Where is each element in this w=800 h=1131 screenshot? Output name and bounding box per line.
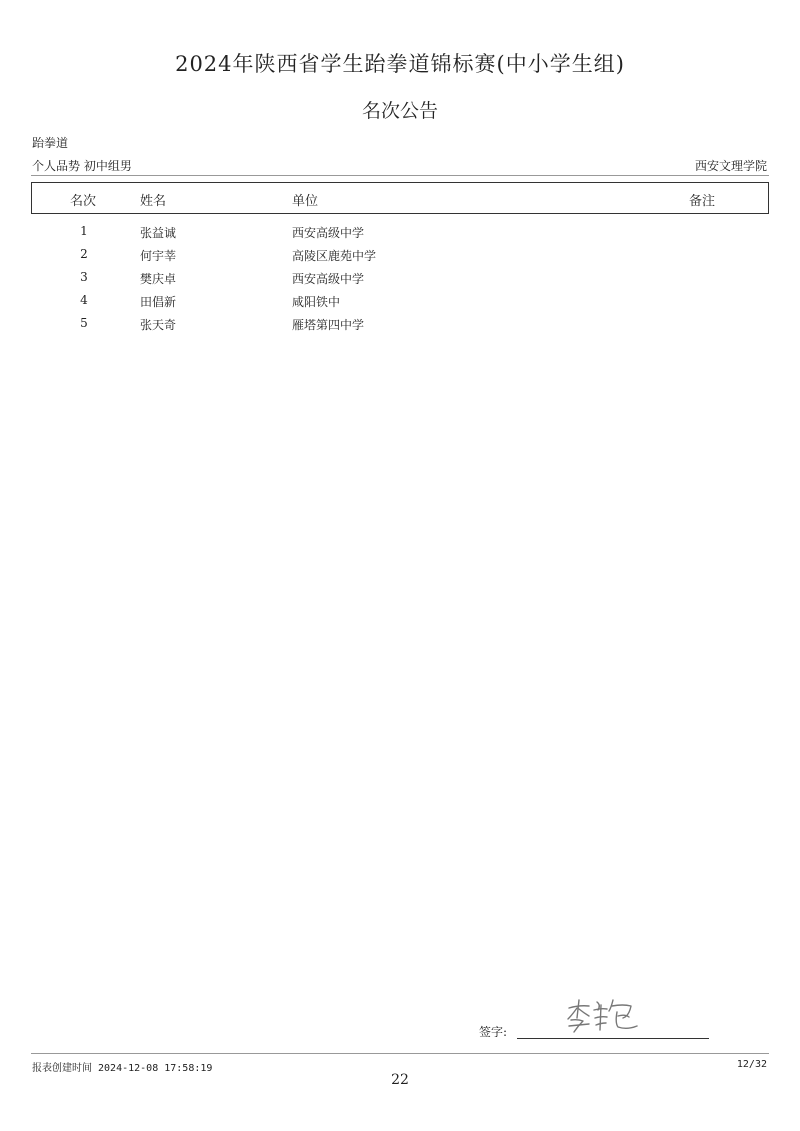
- unit-cell: 高陵区鹿苑中学: [292, 249, 377, 263]
- name-cell: 张天奇: [140, 318, 177, 332]
- sport-label: 跆拳道: [32, 136, 69, 150]
- column-header-unit: 单位: [292, 194, 319, 209]
- unit-cell: 咸阳铁中: [292, 295, 341, 309]
- rank-cell: 2: [80, 247, 88, 261]
- name-cell: 张益诚: [140, 226, 177, 240]
- handwritten-signature: [565, 996, 645, 1036]
- table-row: [0, 270, 800, 292]
- table-row: [0, 224, 800, 246]
- signature-label: 签字:: [479, 1025, 508, 1039]
- report-created-time: 报表创建时间 2024-12-08 17:58:19: [32, 1063, 213, 1074]
- unit-cell: 西安高级中学: [292, 272, 365, 286]
- column-header-rank: 名次: [70, 194, 97, 209]
- page-subtitle: 名次公告: [361, 100, 438, 122]
- name-cell: 樊庆卓: [140, 272, 177, 286]
- table-row: [0, 316, 800, 338]
- rank-cell: 5: [80, 316, 88, 330]
- unit-cell: 雁塔第四中学: [292, 318, 365, 332]
- page-title: 2024年陕西省学生跆拳道锦标赛(中小学生组): [175, 52, 625, 76]
- venue-label: 西安文理学院: [694, 159, 767, 173]
- top-divider: [31, 175, 769, 176]
- event-label: 个人品势 初中组男: [32, 159, 132, 173]
- name-cell: 何宇莘: [140, 249, 177, 263]
- rank-cell: 4: [80, 293, 88, 307]
- table-row: [0, 247, 800, 269]
- rank-cell: 3: [80, 270, 88, 284]
- table-header: [31, 182, 769, 214]
- signature-line: [517, 1038, 709, 1039]
- rank-cell: 1: [80, 224, 88, 238]
- page-number: 22: [391, 1072, 409, 1088]
- column-header-note: 备注: [689, 194, 716, 209]
- page-count: 12/32: [736, 1059, 767, 1070]
- unit-cell: 西安高级中学: [292, 226, 365, 240]
- column-header-name: 姓名: [140, 194, 167, 209]
- bottom-divider: [31, 1053, 769, 1054]
- name-cell: 田倡新: [140, 295, 177, 309]
- table-row: [0, 293, 800, 315]
